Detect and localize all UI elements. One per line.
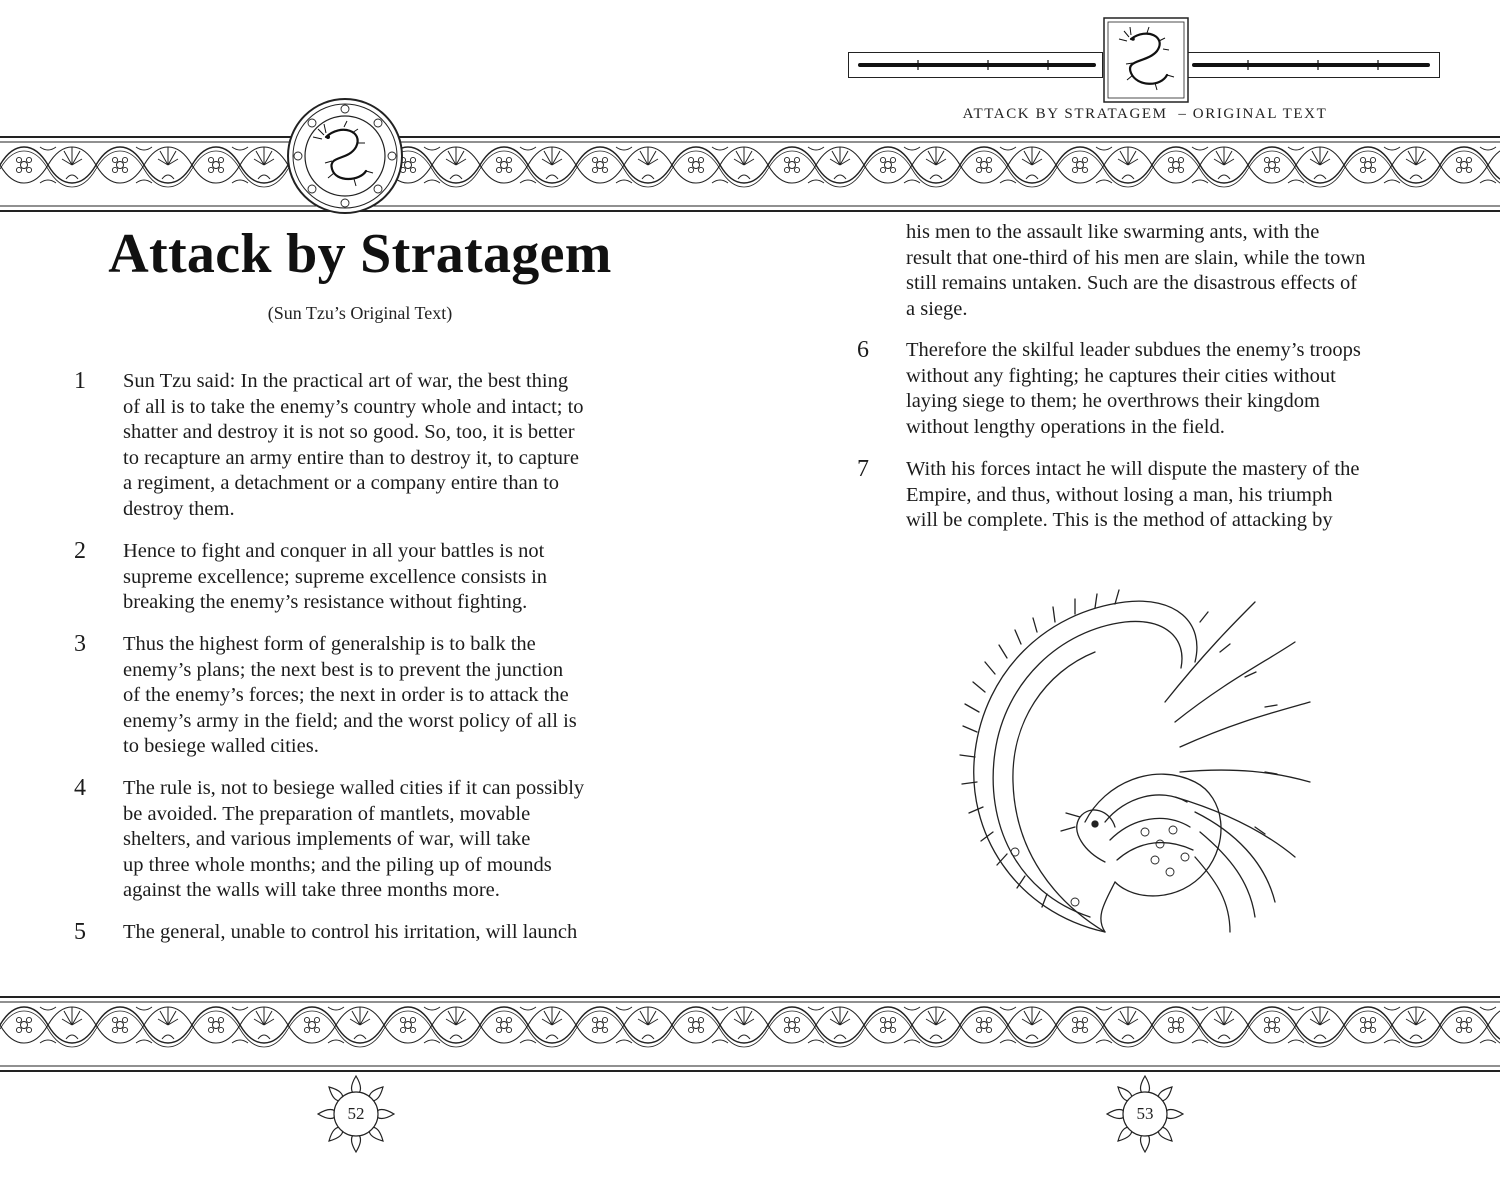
paragraph-3: [70, 631, 670, 761]
running-head-dash: –: [1178, 106, 1188, 122]
phoenix-icon: [955, 582, 1317, 942]
paragraph-6: [853, 337, 1453, 441]
paragraph-text: The rule is, not to besiege walled cities if it can possibly be avoided. The preparation of mantlets, movable shelters, and various implements of war, will take up three whole months; and the piling up of mounds against the walls will take three months more.: [123, 777, 585, 902]
paragraph-number: 2: [74, 538, 86, 564]
paragraph-number: 3: [74, 631, 86, 657]
dragon-icon: [1103, 17, 1189, 103]
paragraph-1: [70, 368, 670, 523]
paragraph-text: his men to the assault like swarming ants, with the result that one-third of his men are slain, while the town still remains untaken. Such are the disastrous effects of a siege.: [906, 221, 1366, 320]
running-head-title: ATTACK BY STRATAGEM: [962, 106, 1168, 122]
page-number-left: [316, 1074, 396, 1154]
paragraph-5: [70, 919, 670, 947]
paragraph-number: 6: [857, 337, 869, 363]
paragraph-text: With his forces intact he will dispute the mastery of the Empire, and thus, without losing a man, his triumph will be complete. This is the method of attacking by: [906, 458, 1360, 532]
dragon-medallion-icon: [286, 97, 404, 215]
paragraph-4: [70, 775, 670, 905]
chapter-subtitle: (Sun Tzu’s Original Text): [267, 303, 453, 323]
page-number-text: 52: [347, 1104, 365, 1123]
page-number-right: [1105, 1074, 1185, 1154]
paragraph-text: Therefore the skilful leader subdues the enemy’s troops without any fighting; he captures their cities without laying siege to them; he overthrows their kingdom without lengthy operations in the field.: [906, 339, 1361, 438]
running-head-section: ORIGINAL TEXT: [1192, 106, 1328, 122]
top-ornamental-border: [0, 135, 1500, 213]
paragraph-7: [853, 456, 1453, 536]
paragraph-number: 5: [74, 919, 86, 945]
paragraph-2: [70, 538, 670, 618]
bottom-ornamental-border: [0, 995, 1500, 1073]
paragraph-text: Thus the highest form of generalship is to balk the enemy’s plans; the next best is to prevent the junction of the enemy’s forces; the next in order is to attack the enemy’s army in the field; and the worst policy of all is to besiege walled cities.: [123, 633, 577, 758]
paragraph-text: The general, unable to control his irritation, will launch: [123, 921, 578, 943]
running-head: [900, 106, 1390, 123]
paragraph-number: 1: [74, 368, 86, 394]
chapter-title: Attack by Stratagem: [108, 223, 612, 285]
page-number-text: 53: [1136, 1104, 1154, 1123]
paragraph-5-continued: [853, 220, 1453, 324]
paragraph-number: 4: [74, 775, 86, 801]
paragraph-text: Sun Tzu said: In the practical art of war, the best thing of all is to take the enemy’s country whole and intact; to shatter and destroy it is not so good. So, too, it is better to recapture an army entire than to destroy it, to capture a regiment, a detachment or a company entire than to destroy them.: [123, 370, 584, 520]
paragraph-text: Hence to fight and conquer in all your battles is not supreme excellence; supreme excellence consists in breaking the enemy’s resistance without fighting.: [123, 540, 548, 614]
paragraph-number: 7: [857, 456, 869, 482]
